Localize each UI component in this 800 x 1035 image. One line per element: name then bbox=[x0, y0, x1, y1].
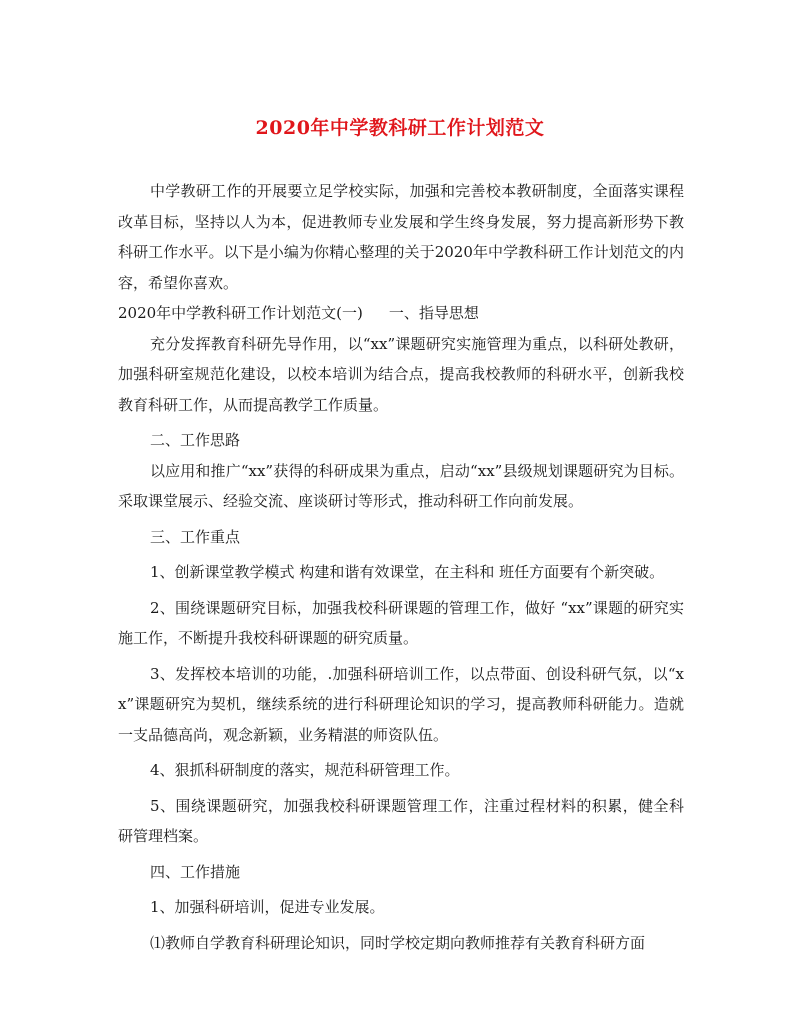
list-item-focus-1: 1、创新课堂教学模式 构建和谐有效课堂，在主科和 班任方面要有个新突破。 bbox=[150, 563, 665, 581]
heading-work-approach: 二、工作思路 bbox=[150, 431, 241, 449]
paragraph-work-approach: 以应用和推广“xx”获得的科研成果为重点，启动“xx”县级规划课题研究为目标。采取课堂展示、经验交流、座谈研讨等形式，推动科研工作向前发展。 bbox=[118, 461, 684, 510]
document-body bbox=[118, 176, 684, 958]
section-title-line bbox=[118, 298, 684, 329]
paragraph-guiding-ideology: 充分发挥教育科研先导作用，以“xx”课题研究实施管理为重点，以科研处教研，加强科研室规范化建设，以校本培训为结合点，提高我校教师的科研水平，创新我校教育科研工作，从而提高教学工作质量。 bbox=[118, 334, 684, 414]
heading-work-focus: 三、工作重点 bbox=[150, 527, 241, 546]
heading-work-measures: 四、工作措施 bbox=[150, 862, 241, 881]
heading-guiding-ideology: 一、指导思想 bbox=[388, 304, 479, 322]
intro-paragraph: 中学教研工作的开展要立足学校实际，加强和完善校本教研制度，全面落实课程改革目标，坚持以人为本，促进教师专业发展和学生终身发展，努力提高新形势下教科研工作水平。以下是小编为你精心整理的关于2020年中学教科研工作计划范文的内容，希望你喜欢。 bbox=[118, 182, 684, 292]
list-item-focus-2: 2、围绕课题研究目标，加强我校科研课题的管理工作，做好 “xx”课题的研究实施工作，不断提升我校科研课题的研究质量。 bbox=[118, 598, 684, 647]
document-title: 2020年中学教科研工作计划范文 bbox=[255, 117, 545, 139]
section-title: 2020年中学教科研工作计划范文(一) bbox=[118, 304, 363, 322]
list-item-measure-1-1: ⑴教师自学教育科研理论知识，同时学校定期向教师推荐有关教育科研方面 bbox=[150, 933, 646, 952]
list-item-focus-3: 3、发挥校本培训的功能，.加强科研培训工作，以点带面、创设科研气氛，以“xx”课题研究为契机，继续系统的进行科研理论知识的学习，提高教师科研能力。造就一支品德高尚，观念新颖，业务精湛的师资队伍。 bbox=[118, 664, 684, 744]
list-item-measure-1: 1、加强科研培训，促进专业发展。 bbox=[150, 898, 385, 916]
list-item-focus-5: 5、围绕课题研究，加强我校科研课题管理工作，注重过程材料的积累，健全科研管理档案。 bbox=[118, 796, 684, 845]
list-item-focus-4: 4、狠抓科研制度的落实，规范科研管理工作。 bbox=[150, 761, 460, 779]
